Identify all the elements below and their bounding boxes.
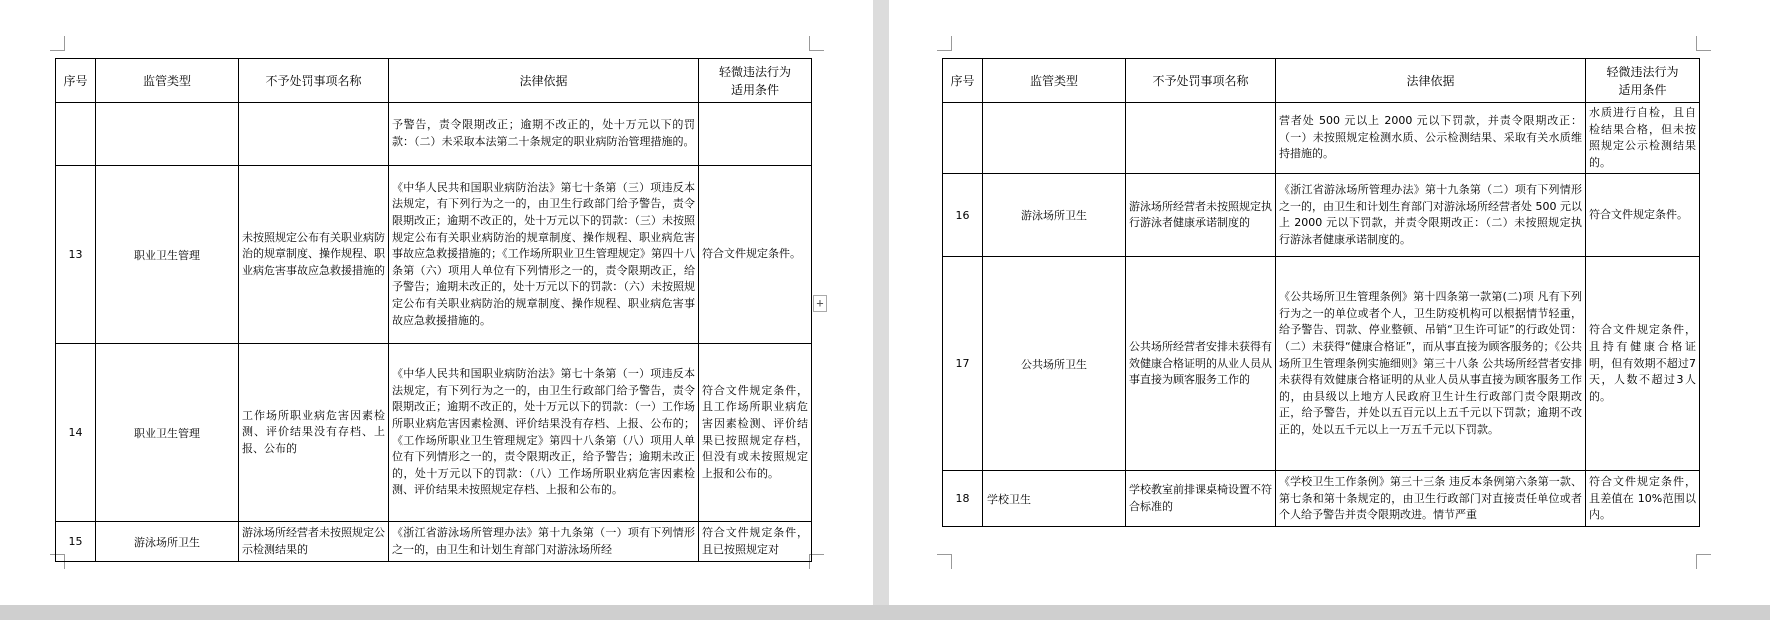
row-condition: 符合文件规定条件。 [1586, 174, 1700, 257]
row-law: 予警告，责令限期改正；逾期不改正的，处十万元以下的罚款：（二）未采取本法第二十条规定的职业病防治管理措施的。 [389, 103, 699, 166]
row-condition: 符合文件规定条件。 [699, 166, 812, 344]
page-left [0, 0, 873, 605]
row-no: 13 [56, 166, 96, 344]
table-row [943, 103, 1700, 174]
table-row [56, 522, 812, 562]
table-row [56, 103, 812, 166]
row-condition: 符合文件规定条件，且持有健康合格证明，但有效期不超过7天，人数不超过3人的。 [1586, 257, 1700, 471]
row-item [239, 103, 389, 166]
penalty-table-right [942, 58, 1700, 527]
table-row [56, 166, 812, 344]
header-item: 不予处罚事项名称 [1126, 59, 1276, 103]
header-law: 法律依据 [1276, 59, 1586, 103]
row-law: 《中华人民共和国职业病防治法》第七十条第（三）项违反本法规定，有下列行为之一的，由卫生行政部门给予警告，责令限期改正；逾期不改正的，处十万元以下的罚款：（三）未按照规定公布有关职业病防治的规章制度、操作规程、职业病危害事故应急救援措施的；《工作场所职业卫生管理规定》第四十八条第（六）项用人单位有下列情形之一的，责令限期改正，给予警告；逾期未改正的，处十万元以下的罚款：（六）未按照规定公布有关职业病防治的规章制度、操作规程、职业病危害事故应急救援措施的。 [389, 166, 699, 344]
row-type: 职业卫生管理 [96, 344, 239, 522]
row-type: 职业卫生管理 [96, 166, 239, 344]
row-condition: 符合文件规定条件，且差值在 10%范围以内。 [1586, 471, 1700, 527]
table-row [943, 257, 1700, 471]
table-row [56, 344, 812, 522]
table-header-row [56, 59, 812, 103]
crop-mark [809, 36, 824, 51]
add-row-button[interactable]: + [813, 295, 827, 312]
row-item: 游泳场所经营者未按照规定公示检测结果的 [239, 522, 389, 562]
penalty-table-left [55, 58, 812, 562]
row-condition: 符合文件规定条件，且已按照规定对 [699, 522, 812, 562]
row-item: 未按照规定公布有关职业病防治的规章制度、操作规程、职业病危害事故应急救援措施的 [239, 166, 389, 344]
header-type: 监管类型 [983, 59, 1126, 103]
row-type: 游泳场所卫生 [983, 174, 1126, 257]
crop-mark [937, 554, 952, 569]
crop-mark [1696, 36, 1711, 51]
row-item: 公共场所经营者安排未获得有效健康合格证明的从业人员从事直接为顾客服务工作的 [1126, 257, 1276, 471]
header-item: 不予处罚事项名称 [239, 59, 389, 103]
row-no: 17 [943, 257, 983, 471]
table-row [943, 471, 1700, 527]
row-condition: 水质进行自检，且自检结果合格，但未按照规定公示检测结果的。 [1586, 103, 1700, 174]
row-no [943, 103, 983, 174]
row-law: 《学校卫生工作条例》第三十三条 违反本条例第六条第一款、第七条和第十条规定的，由卫生行政部门对直接责任单位或者个人给予警告并责令限期改进。情节严重 [1276, 471, 1586, 527]
row-law: 《浙江省游泳场所管理办法》第十九条第（一）项有下列情形之一的，由卫生和计划生育部门对游泳场所经 [389, 522, 699, 562]
header-law: 法律依据 [389, 59, 699, 103]
row-item: 学校教室前排课桌椅设置不符合标准的 [1126, 471, 1276, 527]
row-no [56, 103, 96, 166]
header-condition: 轻微违法行为 适用条件 [699, 59, 812, 103]
header-no: 序号 [56, 59, 96, 103]
crop-mark [1696, 554, 1711, 569]
page-gap [873, 0, 889, 605]
row-item [1126, 103, 1276, 174]
row-no: 18 [943, 471, 983, 527]
row-type: 游泳场所卫生 [96, 522, 239, 562]
row-type [96, 103, 239, 166]
row-law: 《公共场所卫生管理条例》第十四条第一款第(二)项 凡有下列行为之一的单位或者个人，卫生防疫机构可以根据情节轻重，给予警告、罚款、停业整顿、吊销“卫生许可证”的行政处罚：（二）未获得“健康合格证”，而从事直接为顾客服务的；《公共场所卫生管理条例实施细则》第三十八条 公共场所经营者安排未获得有效健康合格证明的从业人员从事直接为顾客服务工作的，由县级以上地方人民政府卫生计生行政部门责令限期改正，给予警告，并处以五百元以上五千元以下罚款；逾期不改正的，处以五千元以上一万五千元以下罚款。 [1276, 257, 1586, 471]
row-no: 14 [56, 344, 96, 522]
row-type [983, 103, 1126, 174]
row-condition: 符合文件规定条件，且工作场所职业病危害因素检测、评价结果已按照规定存档，但没有或未按照规定上报和公布的。 [699, 344, 812, 522]
header-no: 序号 [943, 59, 983, 103]
row-item: 工作场所职业病危害因素检测、评价结果没有存档、上报、公布的 [239, 344, 389, 522]
page-right [889, 0, 1770, 605]
row-condition [699, 103, 812, 166]
row-law: 《浙江省游泳场所管理办法》第十九条第（二）项有下列情形之一的，由卫生和计划生育部门对游泳场所经营者处 500 元以上 2000 元以下罚款，并责令限期改正：（二）未按照规定执行游泳者健康承诺制度的。 [1276, 174, 1586, 257]
row-item: 游泳场所经营者未按照规定执行游泳者健康承诺制度的 [1126, 174, 1276, 257]
row-type: 学校卫生 [983, 471, 1126, 527]
crop-mark [937, 36, 952, 51]
row-no: 16 [943, 174, 983, 257]
crop-mark [50, 36, 65, 51]
window-bottom-strip [0, 605, 1770, 620]
table-header-row [943, 59, 1700, 103]
row-type: 公共场所卫生 [983, 257, 1126, 471]
row-law: 营者处 500 元以上 2000 元以下罚款，并责令限期改正：（一）未按照规定检测水质、公示检测结果、采取有关水质维持措施的。 [1276, 103, 1586, 174]
header-type: 监管类型 [96, 59, 239, 103]
table-row [943, 174, 1700, 257]
row-law: 《中华人民共和国职业病防治法》第七十条第（一）项违反本法规定，有下列行为之一的，由卫生行政部门给予警告，责令限期改正；逾期不改正的，处十万元以下的罚款：（一）工作场所职业病危害因素检测、评价结果没有存档、上报、公布的；《工作场所职业卫生管理规定》第四十八条第（八）项用人单位有下列情形之一的，责令限期改正，给予警告；逾期未改正的，处十万元以下的罚款：（八）工作场所职业病危害因素检测、评价结果未按照规定存档、上报和公布的。 [389, 344, 699, 522]
row-no: 15 [56, 522, 96, 562]
header-condition: 轻微违法行为 适用条件 [1586, 59, 1700, 103]
